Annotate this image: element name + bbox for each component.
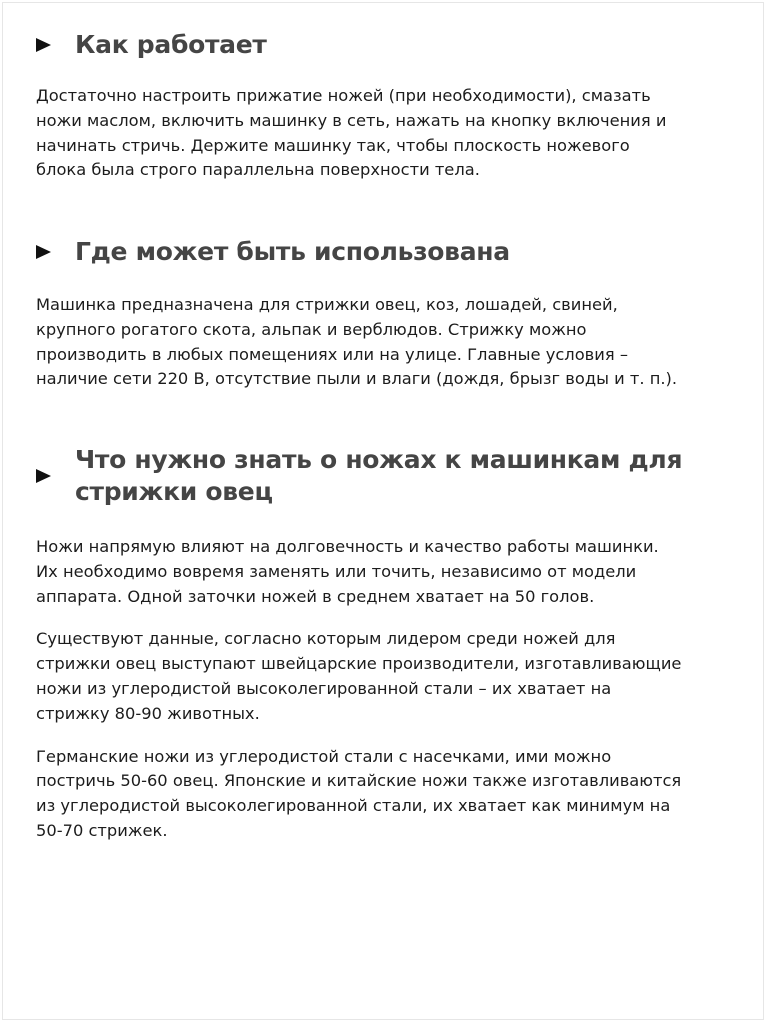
paragraph xyxy=(36,84,748,183)
heading-line: Что нужно знать о ножах к машинкам для xyxy=(75,445,683,474)
paragraph xyxy=(36,627,748,726)
section-heading xyxy=(36,236,748,268)
text-line: стрижки овец выступают швейцарские производители, изготавливающие xyxy=(36,654,682,674)
paragraph xyxy=(36,745,748,844)
triangle-bullet-icon xyxy=(36,469,51,483)
text-line: Машинка предназначена для стрижки овец, коз, лошадей, свиней, xyxy=(36,295,618,314)
text-line: производить в любых помещениях или на улице. Главные условия – xyxy=(36,344,628,364)
text-line: 50-70 стрижек. xyxy=(36,820,168,840)
text-line: из углеродистой высоколегированной стали, их хватает как минимум на xyxy=(36,796,671,816)
paragraph xyxy=(36,293,748,392)
section-where-used xyxy=(36,236,748,392)
text-line: стрижку 80-90 животных. xyxy=(36,703,260,723)
paragraph xyxy=(36,535,748,609)
text-line: Достаточно настроить прижатие ножей (при необходимости), смазать xyxy=(36,86,651,105)
text-line: блока была строго параллельна поверхности тела. xyxy=(36,160,480,180)
text-line: Существуют данные, согласно которым лидером среди ножей для xyxy=(36,629,616,649)
text-line: крупного рогатого скота, альпак и верблюдов. Стрижку можно xyxy=(36,319,587,339)
text-line: Германские ножи из углеродистой стали с насечками, ими можно xyxy=(36,746,612,766)
text-line: начинать стричь. Держите машинку так, чтобы плоскость ножевого xyxy=(36,135,630,155)
text-line: постричь 50-60 овец. Японские и китайские ножи также изготавливаются xyxy=(36,771,682,791)
triangle-bullet-icon xyxy=(36,245,51,259)
heading-line: стрижки овец xyxy=(75,477,273,506)
text-line: ножи из углеродистой высоколегированной стали – их хватает на xyxy=(36,678,612,698)
heading-line: Как работает xyxy=(75,30,267,59)
triangle-bullet-icon xyxy=(36,38,51,52)
section-heading xyxy=(36,29,748,61)
text-line: ножи маслом, включить машинку в сеть, нажать на кнопку включения и xyxy=(36,110,667,130)
section-how-it-works xyxy=(36,29,748,183)
section-heading xyxy=(36,444,748,508)
text-line: аппарата. Одной заточки ножей в среднем хватает на 50 голов. xyxy=(36,586,595,606)
text-line: Ножи напрямую влияют на долговечность и качество работы машинки. xyxy=(36,537,659,556)
heading-line: Где может быть использована xyxy=(75,237,510,266)
text-line: наличие сети 220 В, отсутствие пыли и влаги (дождя, брызг воды и т. п.). xyxy=(36,369,678,389)
text-line: Их необходимо вовремя заменять или точить, независимо от модели xyxy=(36,561,637,581)
section-knives xyxy=(36,444,748,844)
